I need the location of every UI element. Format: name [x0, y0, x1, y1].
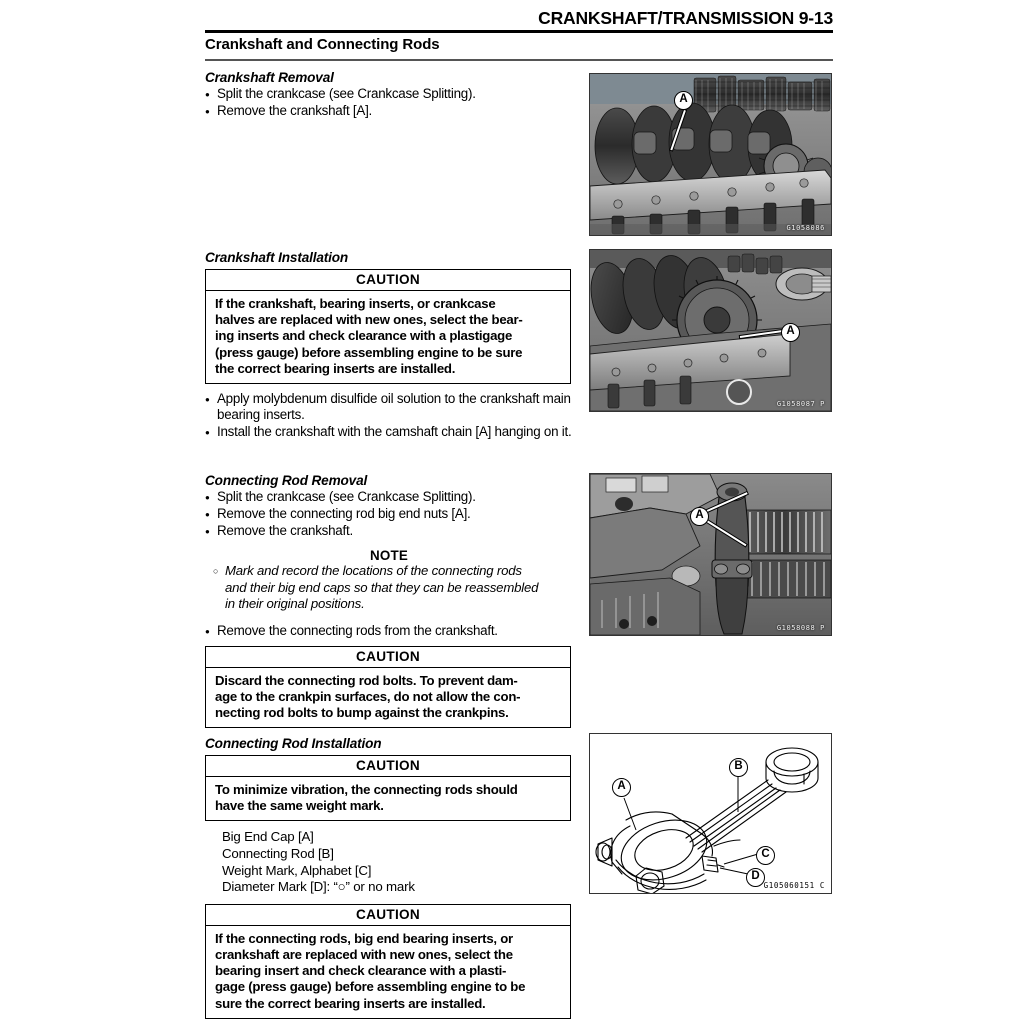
caution-line: Discard the connecting rod bolts. To prevent dam- [215, 672, 518, 688]
heading-crankshaft-installation: Crankshaft Installation [205, 250, 349, 265]
caution-box-bearing-inserts [205, 269, 571, 384]
figure-code: G1058088 P [776, 624, 825, 632]
note-line: ○ Mark and record the locations of the connecting rods [225, 563, 522, 579]
section-connecting-rod-removal [205, 473, 573, 728]
heading-crankshaft-removal: Crankshaft Removal [205, 70, 334, 85]
list-item: Big End Cap [A] [222, 829, 314, 845]
header-rule-thick [205, 30, 833, 33]
list-item: ● Remove the connecting rods from the crankshaft. [205, 623, 573, 639]
figure-code: G1058087 P [776, 400, 825, 408]
callout-a: A [781, 323, 800, 342]
caution-line: bearing insert and check clearance with a plasti- [215, 963, 507, 979]
section-crankshaft-installation [205, 250, 573, 441]
section-crankshaft-removal [205, 70, 573, 120]
caution-title: CAUTION [206, 647, 570, 668]
list-item: Weight Mark, Alphabet [C] [222, 862, 372, 878]
caution-line: To minimize vibration, the connecting rods should [215, 782, 518, 797]
callout-b: B [729, 758, 748, 777]
figure-crankshaft-installed [589, 249, 832, 412]
figure-crankshaft-in-crankcase [589, 73, 832, 236]
figure-connecting-rod-drawing [589, 733, 832, 894]
caution-line: gage (press gauge) before assembling engine to be [215, 979, 526, 995]
photo-image [590, 74, 831, 235]
part-callout-list [205, 829, 573, 895]
figure-code: G1058086 [786, 224, 825, 232]
caution-title: CAUTION [206, 756, 570, 777]
figure-code: G105060151 C [763, 881, 825, 890]
caution-body [206, 777, 570, 820]
heading-connecting-rod-removal: Connecting Rod Removal [205, 473, 368, 488]
caution-line: If the crankshaft, bearing inserts, or crankcase [215, 296, 496, 311]
caution-line: have the same weight mark. [215, 798, 384, 814]
caution-body [206, 926, 570, 1018]
list-connecting-rod-removal [205, 489, 573, 539]
caution-line: necting rod bolts to bump against the crankpins. [215, 705, 509, 721]
caution-line: ing inserts and check clearance with a plastigage [215, 328, 513, 344]
line-drawing-artwork [590, 734, 831, 893]
caution-box-rod-bearing-inserts [205, 904, 571, 1019]
header-rule-thin [205, 59, 833, 61]
figure-connecting-rod-big-end-nuts [589, 473, 832, 636]
caution-line: halves are replaced with new ones, select the bear- [215, 312, 523, 328]
list-item: ● Split the crankcase (see Crankcase Splitting). [205, 86, 573, 102]
caution-body [206, 291, 570, 383]
list-item: ● Remove the connecting rod big end nuts [A]. [205, 506, 573, 522]
list-connecting-rod-removal-after [205, 623, 573, 639]
list-item: ● Remove the crankshaft [A]. [205, 103, 573, 119]
caution-line: the correct bearing inserts are installed. [215, 360, 456, 376]
page-title: Crankshaft and Connecting Rods [205, 36, 440, 53]
photo-image [590, 474, 831, 635]
caution-line: (press gauge) before assembling engine to be sure [215, 344, 523, 360]
caution-line: sure the correct bearing inserts are installed. [215, 995, 486, 1011]
note-body [205, 563, 573, 612]
callout-a: A [612, 778, 631, 797]
note-line: and their big end caps so that they can be reassembled [225, 579, 539, 595]
list-item: ● Apply molybdenum disulfide oil solution to the crankshaft main bearing inserts. [205, 391, 573, 424]
running-head: CRANKSHAFT/TRANSMISSION 9-13 [538, 8, 833, 28]
caution-line: crankshaft are replaced with new ones, select the [215, 946, 513, 962]
list-item: ● Remove the crankshaft. [205, 523, 573, 539]
callout-c: C [756, 846, 775, 865]
callout-d: D [746, 868, 765, 887]
heading-connecting-rod-installation: Connecting Rod Installation [205, 736, 382, 751]
photo-artwork [590, 474, 831, 635]
photo-artwork [590, 74, 831, 235]
caution-line: age to the crankpin surfaces, do not allow the con- [215, 689, 521, 705]
callout-a: A [674, 91, 693, 110]
list-item: ● Split the crankcase (see Crankcase Splitting). [205, 489, 573, 505]
list-item: ● Install the crankshaft with the camshaft chain [A] hanging on it. [205, 424, 573, 440]
caution-line: If the connecting rods, big end bearing inserts, or [215, 930, 513, 946]
section-connecting-rod-installation [205, 736, 573, 1019]
caution-title: CAUTION [206, 905, 570, 926]
list-item: Diameter Mark [D]: “○” or no mark [222, 879, 415, 895]
callout-a: A [690, 507, 709, 526]
caution-title: CAUTION [206, 270, 570, 291]
caution-body [206, 668, 570, 728]
note-block [205, 548, 573, 612]
caution-box-rod-bolts [205, 646, 571, 729]
list-crankshaft-installation [205, 391, 573, 441]
note-line: in their original positions. [225, 596, 365, 612]
list-crankshaft-removal [205, 86, 573, 119]
note-title: NOTE [370, 548, 408, 564]
list-item: Connecting Rod [B] [222, 846, 334, 861]
caution-box-vibration [205, 755, 571, 821]
